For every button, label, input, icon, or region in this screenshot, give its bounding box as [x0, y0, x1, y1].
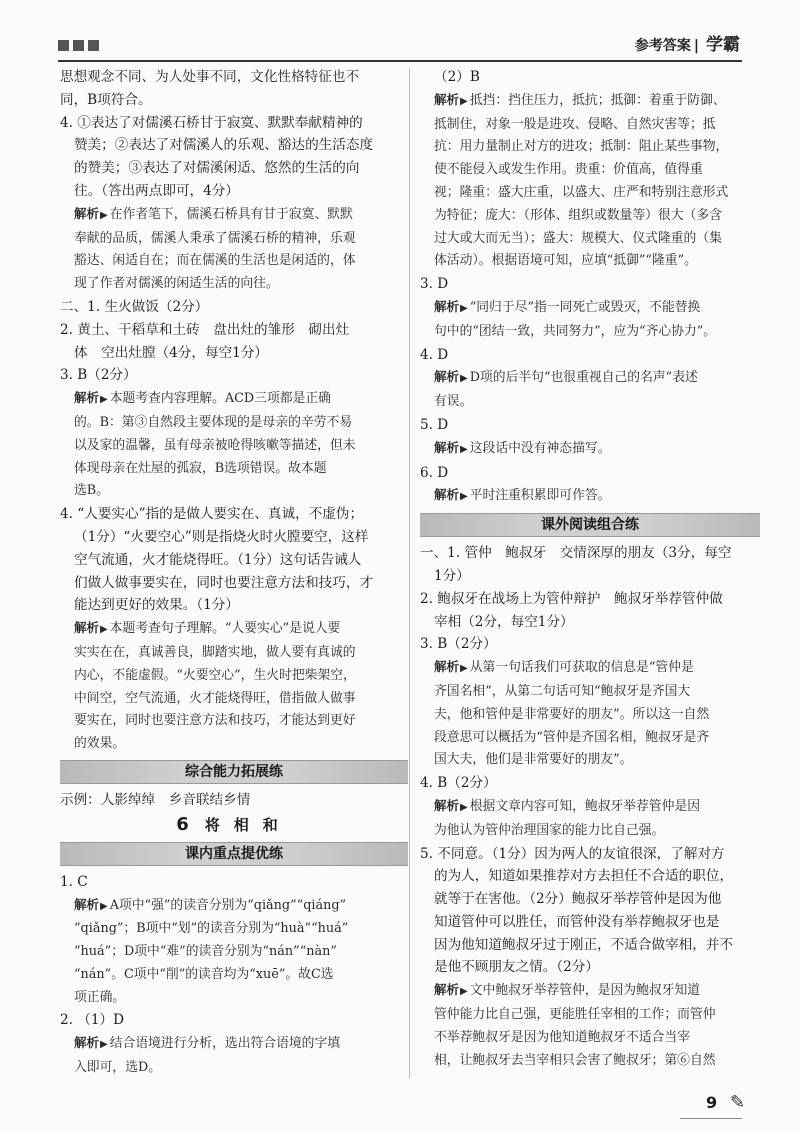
analysis-block: [420, 484, 760, 509]
section-banner: 课外阅读组合练: [420, 513, 760, 537]
analysis-text: 奉献的品质，儒溪人秉承了儒溪石桥的精神，乐观: [74, 230, 356, 246]
answer-line: 知道管仲可以胜任，而管仲没有举荐鲍叔牙也是: [434, 913, 720, 930]
column-divider: [409, 68, 410, 1078]
analysis-label: 解析: [434, 797, 460, 813]
analysis-label: 解析: [434, 298, 460, 314]
right-column: [420, 66, 760, 1072]
analysis-text: 文中鲍叔牙举荐管仲，是因为鲍叔牙知道: [469, 983, 701, 999]
analysis-block: [420, 366, 760, 414]
triangle-icon: ▶: [460, 801, 468, 813]
chapter-heading: [60, 812, 408, 838]
analysis-text: 从第一句话我们可获取的信息是“管仲是: [469, 660, 694, 676]
analysis-text: 实实在在，真诚善良，脚踏实地，做人要有真诚的: [74, 644, 356, 660]
chapter-number: 6: [176, 813, 191, 835]
header-squares-decoration: [58, 40, 99, 51]
analysis-text: 抵挡：挡住压力，抵抗；抵御：着重于防御、: [469, 92, 726, 108]
analysis-label: 解析: [74, 205, 100, 221]
analysis-text: 齐国名相”，从第二句话可知“鲍叔牙是齐国大: [434, 683, 691, 699]
page-header: [0, 0, 800, 60]
analysis-label: 解析: [74, 1035, 100, 1051]
answer-line: 的为人，知道如果推荐对方去担任不合适的职位，: [434, 868, 734, 885]
analysis-label: 解析: [74, 620, 100, 636]
analysis-text: 项正确。: [74, 989, 126, 1005]
analysis-block: [420, 89, 760, 273]
answer-line: 们做人做事要实在，同时也要注意方法和技巧，才: [74, 574, 374, 591]
analysis-text: 现了作者对儒溪的闲适生活的向往。: [74, 276, 279, 292]
analysis-text: 为他认为管仲治理国家的能力比自己强。: [434, 822, 665, 838]
answer-line: 4. B（2分）: [420, 775, 497, 792]
answer-line: 6. D: [420, 464, 449, 481]
answer-line: 体 空出灶膛（4分，每空1分）: [74, 344, 269, 361]
analysis-label: 解析: [74, 390, 100, 406]
analysis-label: 解析: [434, 369, 460, 385]
analysis-text: 抗：用力量制止对方的进攻；抵制：阻止某些事物，: [434, 139, 729, 155]
header-rule: [58, 60, 742, 62]
analysis-text: 本题考查内容理解。ACD三项都是正确: [109, 391, 331, 407]
header-title: [635, 30, 740, 55]
page-number: 9: [706, 1093, 718, 1112]
answer-line: 3. D: [420, 276, 449, 293]
triangle-icon: ▶: [460, 373, 468, 385]
analysis-text: 的效果。: [74, 736, 126, 752]
answer-line: 5. D: [420, 416, 449, 433]
analysis-text: 有误。: [434, 394, 473, 410]
header-brand: 学霸: [706, 35, 740, 55]
section-banner: 综合能力拓展练: [60, 760, 408, 784]
footer-rule: [680, 1118, 742, 1119]
answer-line: 宰相（2分，每空1分）: [434, 613, 574, 630]
analysis-block: [60, 203, 408, 296]
answer-line: （2）B: [434, 69, 480, 85]
analysis-text: 抵制住，对象一般是进攻、侵略、自然灾害等；抵: [434, 116, 716, 132]
analysis-label: 解析: [74, 896, 100, 912]
analysis-label: 解析: [434, 91, 460, 107]
analysis-text: 视；隆重：盛大庄重，以盛大、庄严和特别注意形式: [434, 184, 729, 200]
analysis-label: 解析: [434, 982, 460, 998]
analysis-block: [60, 387, 408, 503]
analysis-text: 根据文章内容可知，鲍叔牙举荐管仲是因: [469, 798, 701, 814]
analysis-text: 本题考查句子理解。“人要实心”是说人要: [109, 621, 341, 637]
analysis-text: 管仲能力比自己强，更能胜任宰相的工作；而管仲: [434, 1007, 716, 1023]
analysis-text: 不举荐鲍叔牙是因为他知道鲍叔牙不适合当宰: [434, 1029, 690, 1045]
analysis-text: 为特征；庞大：（形体、组织或数量等）很大（多含: [434, 207, 722, 223]
left-line: 思想观念不同、为人处事不同，文化性格特征也不: [60, 69, 360, 85]
analysis-text: “huá”；D项中“难”的读音分别为“nán”“nàn”: [74, 944, 337, 960]
analysis-label: 解析: [434, 439, 460, 455]
page-footer: [0, 1090, 800, 1130]
analysis-block: [60, 894, 408, 1010]
analysis-text: 体现母亲在灶屋的孤寂，B选项错误。故本题: [74, 460, 327, 476]
analysis-text: “qiǎng”；B项中“划”的读音分别为“huà”“huá”: [74, 921, 349, 937]
analysis-text: A项中“强”的读音分别为“qiǎng”“qiáng”: [109, 897, 347, 913]
analysis-block: [420, 296, 760, 344]
answer-line: 2. （1）D: [60, 1012, 125, 1029]
triangle-icon: ▶: [460, 443, 468, 455]
left-line: 的赞美；③表达了对儒溪闲适、悠然的生活的向: [74, 160, 360, 177]
pencil-icon: ✎: [730, 1092, 746, 1113]
example-line: 示例：人影绰绰 乡音联结乡情: [60, 791, 251, 808]
answer-line: 是他不顾朋友之情。（2分）: [434, 959, 599, 976]
analysis-text: “nán”。C项中“削”的读音均为“xuē”。故C选: [74, 966, 334, 982]
analysis-text: 句中的“团结一致，共同努力”，应为“齐心协力”。: [434, 323, 717, 339]
analysis-text: 以及家的温馨，虽有母亲被呛得咳嗽等描述，但未: [74, 437, 356, 453]
analysis-block: [60, 617, 408, 756]
triangle-icon: ▶: [100, 394, 108, 406]
analysis-text: 入即可，选D。: [74, 1060, 162, 1076]
analysis-text: 使不能侵入或发生作用。贵重：价值高，值得重: [434, 162, 703, 178]
triangle-icon: ▶: [100, 1039, 108, 1051]
triangle-icon: ▶: [100, 209, 108, 221]
left-column: [60, 66, 408, 1080]
answer-line: 就等于在害他。（2分）鲍叔牙举荐管仲是因为他: [434, 891, 722, 908]
answer-line: 因为他知道鲍叔牙过于刚正，不适合做宰相，并不: [434, 936, 734, 953]
analysis-text: 相，让鲍叔牙去当宰相只会害了鲍叔牙；第⑥自然: [434, 1052, 716, 1068]
answer-line: 3. B（2分）: [60, 367, 137, 384]
left-line: 往。（答出两点即可，4分）: [74, 182, 239, 199]
answer-line: 2. 鲍叔牙在战场上为管仲辩护 鲍叔牙举荐管仲做: [420, 590, 723, 607]
analysis-label: 解析: [434, 487, 460, 503]
answer-line: （1分）“火要空心”则是指烧火时火膛要空，这样: [74, 528, 369, 545]
analysis-text: 国大夫，他们是非常要好的朋友”。: [434, 752, 633, 768]
answer-line: 1分）: [434, 567, 470, 584]
answer-line: 空气流通，火才能烧得旺。（1分）这句话告诫人: [74, 551, 362, 568]
analysis-text: D项的后半句“也很重视自己的名声”表述: [469, 370, 698, 386]
analysis-text: 结合语境进行分析，选出符合语境的字填: [109, 1036, 341, 1052]
analysis-block: [420, 979, 760, 1072]
analysis-text: 豁达、闲适自在；而在儒溪的生活也是闲适的，体: [74, 253, 356, 269]
answer-line: 二、1. 生火做饭（2分）: [60, 298, 209, 315]
triangle-icon: ▶: [460, 986, 468, 998]
triangle-icon: ▶: [100, 624, 108, 636]
analysis-text: 的。B：第③自然段主要体现的是母亲的辛劳不易: [74, 414, 353, 430]
analysis-text: 要实在，同时也要注意方法和技巧，才能达到更好: [74, 713, 356, 729]
analysis-text: 平时注重积累即可作答。: [469, 488, 611, 504]
analysis-label: 解析: [434, 659, 460, 675]
left-line: 同，B项符合。: [60, 91, 152, 108]
analysis-text: 段意思可以概括为“管仲是齐国名相，鲍叔牙是齐: [434, 729, 710, 745]
answer-line: 2. 黄土、干稻草和土砖 盘出灶的雏形 砌出灶: [60, 321, 350, 338]
header-label: 参考答案: [634, 38, 691, 54]
answer-line: 一、1. 管仲 鲍叔牙 交情深厚的朋友（3分，每空: [420, 545, 732, 562]
analysis-text: 过大或大而无当）；盛大：规模大、仪式隆重的（集: [434, 230, 722, 246]
analysis-text: 这段话中没有神态描写。: [469, 440, 611, 456]
triangle-icon: ▶: [100, 900, 108, 912]
answer-line: 能达到更好的效果。（1分）: [74, 597, 239, 614]
analysis-block: [420, 437, 760, 462]
section-banner: 课内重点提优练: [60, 842, 408, 866]
chapter-title: 将相和: [204, 815, 292, 834]
answer-line: 3. B（2分）: [420, 636, 497, 653]
answer-line: 1. C: [60, 873, 88, 890]
triangle-icon: ▶: [460, 491, 468, 503]
analysis-text: 内心，不能虚假。“火要空心”，生火时把柴架空，: [74, 667, 356, 683]
left-line: 赞美；②表达了对儒溪人的乐观、豁达的生活态度: [74, 137, 374, 154]
analysis-text: 体活动）。根据语境可知，应填“抵御”“隆重”。: [434, 253, 697, 269]
analysis-text: 中间空，空气流通，火才能烧得旺，借指做人做事: [74, 690, 356, 706]
header-separator: |: [693, 38, 699, 54]
left-line: 4. ①表达了对儒溪石桥甘于寂寞、默默奉献精神的: [60, 114, 363, 131]
triangle-icon: ▶: [460, 95, 468, 107]
answer-line: 4. “人要实心”指的是做人要实在、真诚，不虚伪；: [60, 506, 364, 523]
analysis-text: “同归于尽”指一同死亡或毁灭，不能替换: [469, 299, 701, 315]
analysis-text: 选B。: [74, 483, 109, 499]
answer-line: 4. D: [420, 346, 449, 363]
analysis-block: [420, 795, 760, 843]
triangle-icon: ▶: [460, 302, 468, 314]
analysis-text: 在作者笔下，儒溪石桥具有甘于寂寞、默默: [109, 206, 353, 222]
analysis-block: [60, 1032, 408, 1080]
analysis-text: 夫，他和管仲是非常要好的朋友”。所以这一自然: [434, 706, 710, 722]
triangle-icon: ▶: [460, 663, 468, 675]
answer-line: 5. 不同意。（1分）因为两人的友谊很深，了解对方: [420, 845, 725, 862]
analysis-block: [420, 656, 760, 772]
